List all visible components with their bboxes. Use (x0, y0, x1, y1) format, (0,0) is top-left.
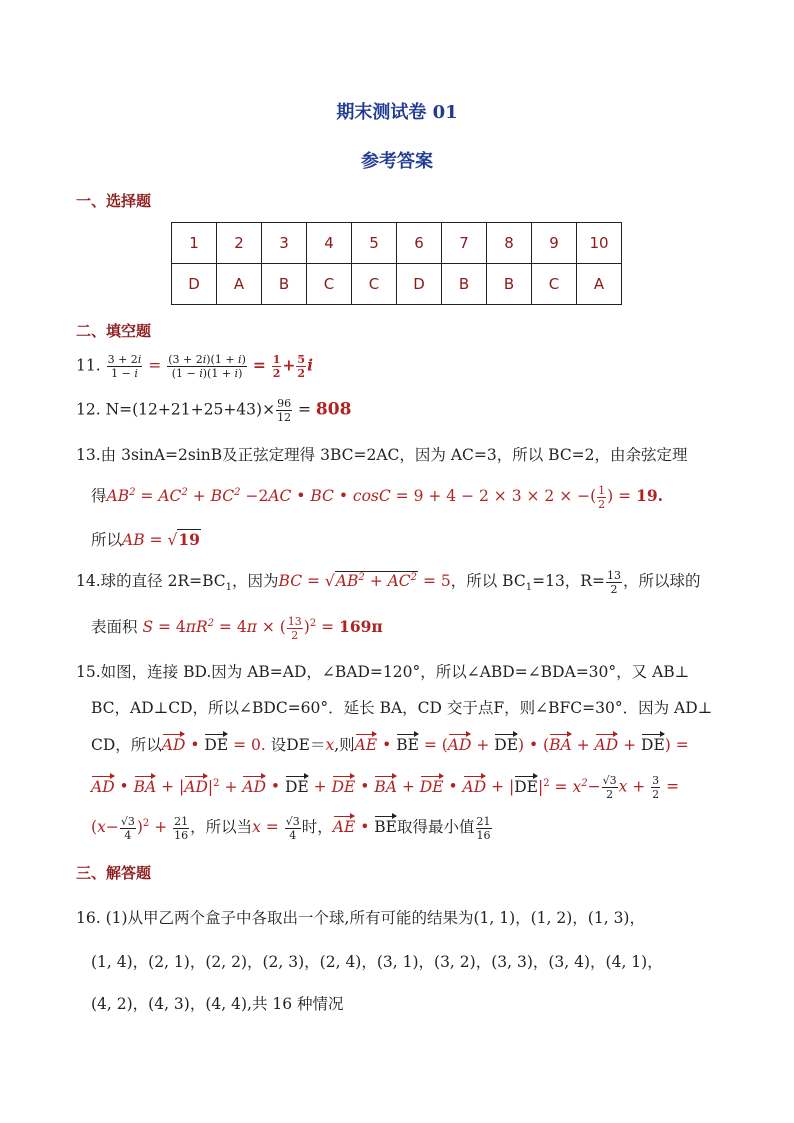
table-cell: 9 (532, 223, 577, 264)
q14-text-e: ，所以球的 (622, 572, 701, 590)
table-cell: A (577, 264, 622, 305)
table-cell: D (397, 264, 442, 305)
q12-result: 808 (315, 399, 352, 420)
q15-line5-c: 时， (301, 818, 333, 836)
table-cell: 6 (397, 223, 442, 264)
q13-line2-prefix: 得 (91, 487, 107, 505)
q12-fraction-denominator: 12 (277, 411, 292, 424)
table-cell: B (442, 264, 487, 305)
section-choice: 一、选择题 (76, 192, 152, 210)
table-cell: 3 (262, 223, 307, 264)
q15-line2: BC，AD⊥CD，所以∠BDC=60°．延长 BA，CD 交于点F，则∠BFC=30°．因为 AD⊥ (91, 699, 713, 717)
q12-text: 12. N=(12+21+25+43)× (76, 400, 276, 419)
q15-line1: 15.如图，连接 BD.因为 AB=AD，∠BAD=120°，所以∠ABD=∠BDA=30°，又 AB⊥ (76, 663, 690, 681)
q13-sqrt-result: 19 (178, 530, 200, 549)
q14-text-b: ，因为 (232, 572, 279, 590)
q12-line (76, 398, 351, 423)
q15-line5-b: ，所以当 (190, 818, 253, 836)
table-cell: B (262, 264, 307, 305)
q15-line5: (x− $\frac{√3}{4}$ )$^2$ + $\frac{21}{16}$ ，所以当x = $\frac{√3}{4}$ 时，AE • BE取得最小值 $\frac{21}{16}$ (91, 814, 491, 842)
answer-table-answers-row (172, 264, 622, 305)
q13-line3-prefix: 所以 (91, 531, 123, 549)
q13-line1: 13.由 3sinA=2sinB及正弦定理得 3BC=2AC，因为 AC=3，所以 BC=2，由余弦定理 (76, 446, 688, 464)
section-fill: 二、填空题 (76, 322, 152, 340)
q13-result: 19. (636, 486, 664, 505)
table-cell: D (172, 264, 217, 305)
page-subtitle: 参考答案 (361, 151, 433, 172)
table-cell: 1 (172, 223, 217, 264)
q16-line1: 16. (1)从甲乙两个盒子中各取出一个球,所有可能的结果为(1, 1)，(1, 2)，(1, 3)， (76, 909, 645, 927)
q11-line: 11. $\frac{3 + 2i}{1 - i}$ = $\frac{(3 + 2i)(1 + i)}{(1 - i)(1 + i)}$ = $\frac{1}{2}$ + $\frac{5}{2}$ i (76, 353, 313, 380)
q15-line3-a: CD，所以 (91, 736, 162, 754)
q14-line1: 14.球的直径 $2R=BC_1$，因为BC = $√AB^2 + AC^2 = 5$，所以 $BC_1=13$，R= $\frac{13}{2}$ ，所以球的 (76, 568, 701, 596)
section-solve: 三、解答题 (76, 864, 152, 882)
table-cell: 8 (487, 223, 532, 264)
table-cell: A (217, 264, 262, 305)
q13-line3: 所以AB = √19 (91, 530, 200, 549)
table-cell: C (532, 264, 577, 305)
q12-fraction-numerator: 96 (277, 397, 292, 410)
table-cell: 7 (442, 223, 487, 264)
table-cell: C (352, 264, 397, 305)
q14-result: 169π (339, 617, 383, 636)
table-cell: 2 (217, 223, 262, 264)
q15-line5-d: 取得最小值 (396, 818, 475, 836)
q15-line3: CD，所以AD • DE = 0. 设DE＝x,则AE • BE = (AD + DE) • (BA + AD + DE) = (91, 736, 689, 754)
q14-text-a: 14.球的直径 2R=BC (76, 572, 226, 590)
q14-line2: 表面积 $S = 4\pi R^2 = 4\pi$ × ( $\frac{13}{2}$ )$^2$ = 169π (91, 614, 383, 642)
page-title: 期末测试卷 01 (336, 102, 458, 123)
q15-line4: AD • BA + $|AD|^2$ + AD • DE + DE • BA + DE • AD + $|DE|^2 = x^2-$ $\frac{√3}{2}$ x + $\frac{3}{2}$ = (91, 774, 680, 801)
q16-line2: (1, 4)，(2, 1)，(2, 2)，(2, 3)，(2, 4)，(3, 1)，(3, 2)，(3, 3)，(3, 4)，(4, 1)， (91, 953, 663, 971)
table-cell: C (307, 264, 352, 305)
table-cell: B (487, 264, 532, 305)
q16-line3: (4, 2)，(4, 3)，(4, 4),共 16 种情况 (91, 995, 344, 1013)
table-cell: 5 (352, 223, 397, 264)
q14-text-c: ，所以 BC (450, 572, 526, 590)
table-cell: 4 (307, 223, 352, 264)
q11-label: 11. (76, 356, 101, 375)
q14-line2-prefix: 表面积 (91, 618, 138, 636)
answer-table (171, 222, 622, 305)
q13-line2: 得$AB^2 = AC^2 + BC^2 -2AC$ • BC • cosC = 9 + 4 − 2 × 3 × 2 × −( $\frac{1}{2}$ ) = 19. (91, 483, 664, 511)
q14-text-d: =13，R= (532, 572, 605, 590)
q15-line3-b: 设DE＝ (270, 736, 326, 754)
q12-equals: = (293, 400, 316, 419)
answer-table-numbers-row (172, 223, 622, 264)
table-cell: 10 (577, 223, 622, 264)
